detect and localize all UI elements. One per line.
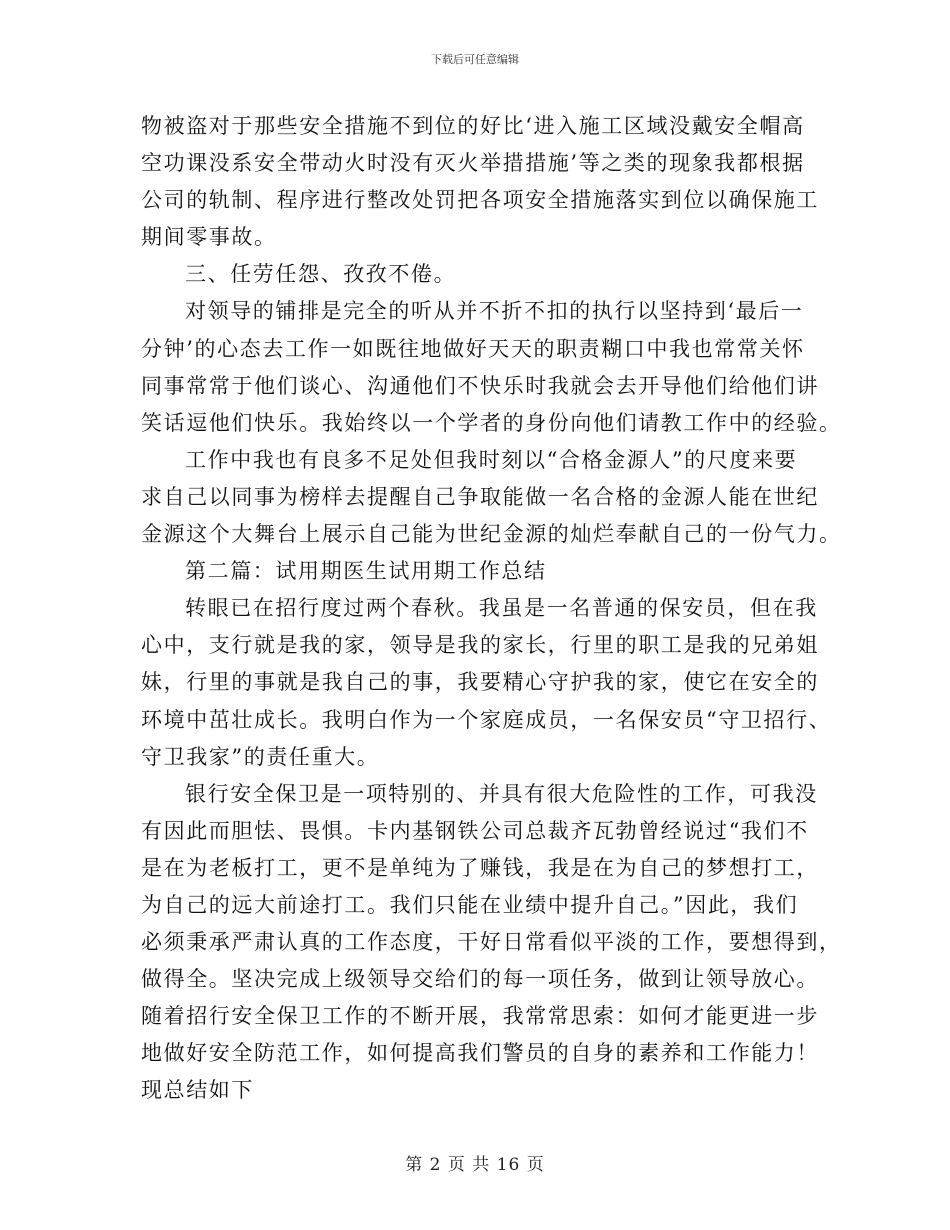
text-line: 环境中茁壮成长。我明白作为一个家庭成员，一名保安员“守卫招行、 bbox=[141, 707, 832, 732]
text-line: 期间零事故。 bbox=[141, 225, 277, 250]
text-line: 公司的轨制、程序进行整改处罚把各项安全措施落实到位以确保施工 bbox=[141, 188, 819, 213]
text-line: 做得全。坚决完成上级领导交给们的每一项任务，做到让领导放心。 bbox=[141, 967, 819, 992]
text-line: 同事常常于他们谈心、沟通他们不快乐时我就会去开导他们给他们讲 bbox=[141, 373, 819, 398]
section-heading: 三、任劳任怨、孜孜不倦。 bbox=[185, 262, 457, 287]
text-line: 工作中我也有良多不足处但我时刻以“合格金源人”的尺度来要 bbox=[185, 447, 798, 472]
text-line: 笑话逗他们快乐。我始终以一个学者的身份向他们请教工作中的经验。 bbox=[141, 410, 842, 435]
page-header-note: 下载后可任意编辑 bbox=[431, 53, 519, 66]
text-line: 对领导的铺排是完全的听从并不折不扣的执行以坚持到‘最后一 bbox=[185, 299, 804, 324]
document-body bbox=[141, 108, 842, 1110]
text-line: 为自己的远大前途打工。我们只能在业绩中提升自己。”因此，我们 bbox=[141, 892, 799, 917]
text-line: 空功课没系安全带动火时没有灭火举措措施’等之类的现象我都根据 bbox=[141, 151, 805, 176]
text-line: 是在为老板打工，更不是单纯为了赚钱，我是在为自己的梦想打工， bbox=[141, 855, 819, 880]
text-line: 随着招行安全保卫工作的不断开展，我常常思索：如何才能更进一步 bbox=[141, 1004, 819, 1029]
text-line: 有因此而胆怯、畏惧。卡内基钢铁公司总裁齐瓦勃曾经说过“我们不 bbox=[141, 818, 809, 843]
page-number: 第 2 页 共 16 页 bbox=[405, 1155, 545, 1175]
text-line: 地做好安全防范工作，如何提高我们警员的自身的素养和工作能力！ bbox=[141, 1041, 819, 1066]
text-line: 守卫我家”的责任重大。 bbox=[141, 744, 380, 769]
section-heading: 第二篇：试用期医生试用期工作总结 bbox=[185, 559, 547, 584]
text-line: 分钟’的心态去工作一如既往地做好天天的职责糊口中我也常常关怀 bbox=[141, 336, 805, 361]
text-line: 必须秉承严肃认真的工作态度，干好日常看似平淡的工作，要想得到， bbox=[141, 930, 842, 955]
text-line: 心中，支行就是我的家，领导是我的家长，行里的职工是我的兄弟姐 bbox=[141, 633, 819, 658]
text-line: 现总结如下 bbox=[141, 1078, 254, 1103]
text-line: 妹，行里的事就是我自己的事，我要精心守护我的家，使它在安全的 bbox=[141, 670, 819, 695]
text-line: 求自己以同事为榜样去提醒自己争取能做一名合格的金源人能在世纪 bbox=[141, 484, 819, 509]
text-line: 转眼已在招行度过两个春秋。我虽是一名普通的保安员，但在我 bbox=[185, 596, 818, 621]
text-line: 银行安全保卫是一项特别的、并具有很大危险性的工作，可我没 bbox=[185, 781, 818, 806]
text-line: 金源这个大舞台上展示自己能为世纪金源的灿烂奉献自己的一份气力。 bbox=[141, 522, 842, 547]
text-line: 物被盗对于那些安全措施不到位的好比‘进入施工区域没戴安全帽高 bbox=[141, 114, 805, 138]
